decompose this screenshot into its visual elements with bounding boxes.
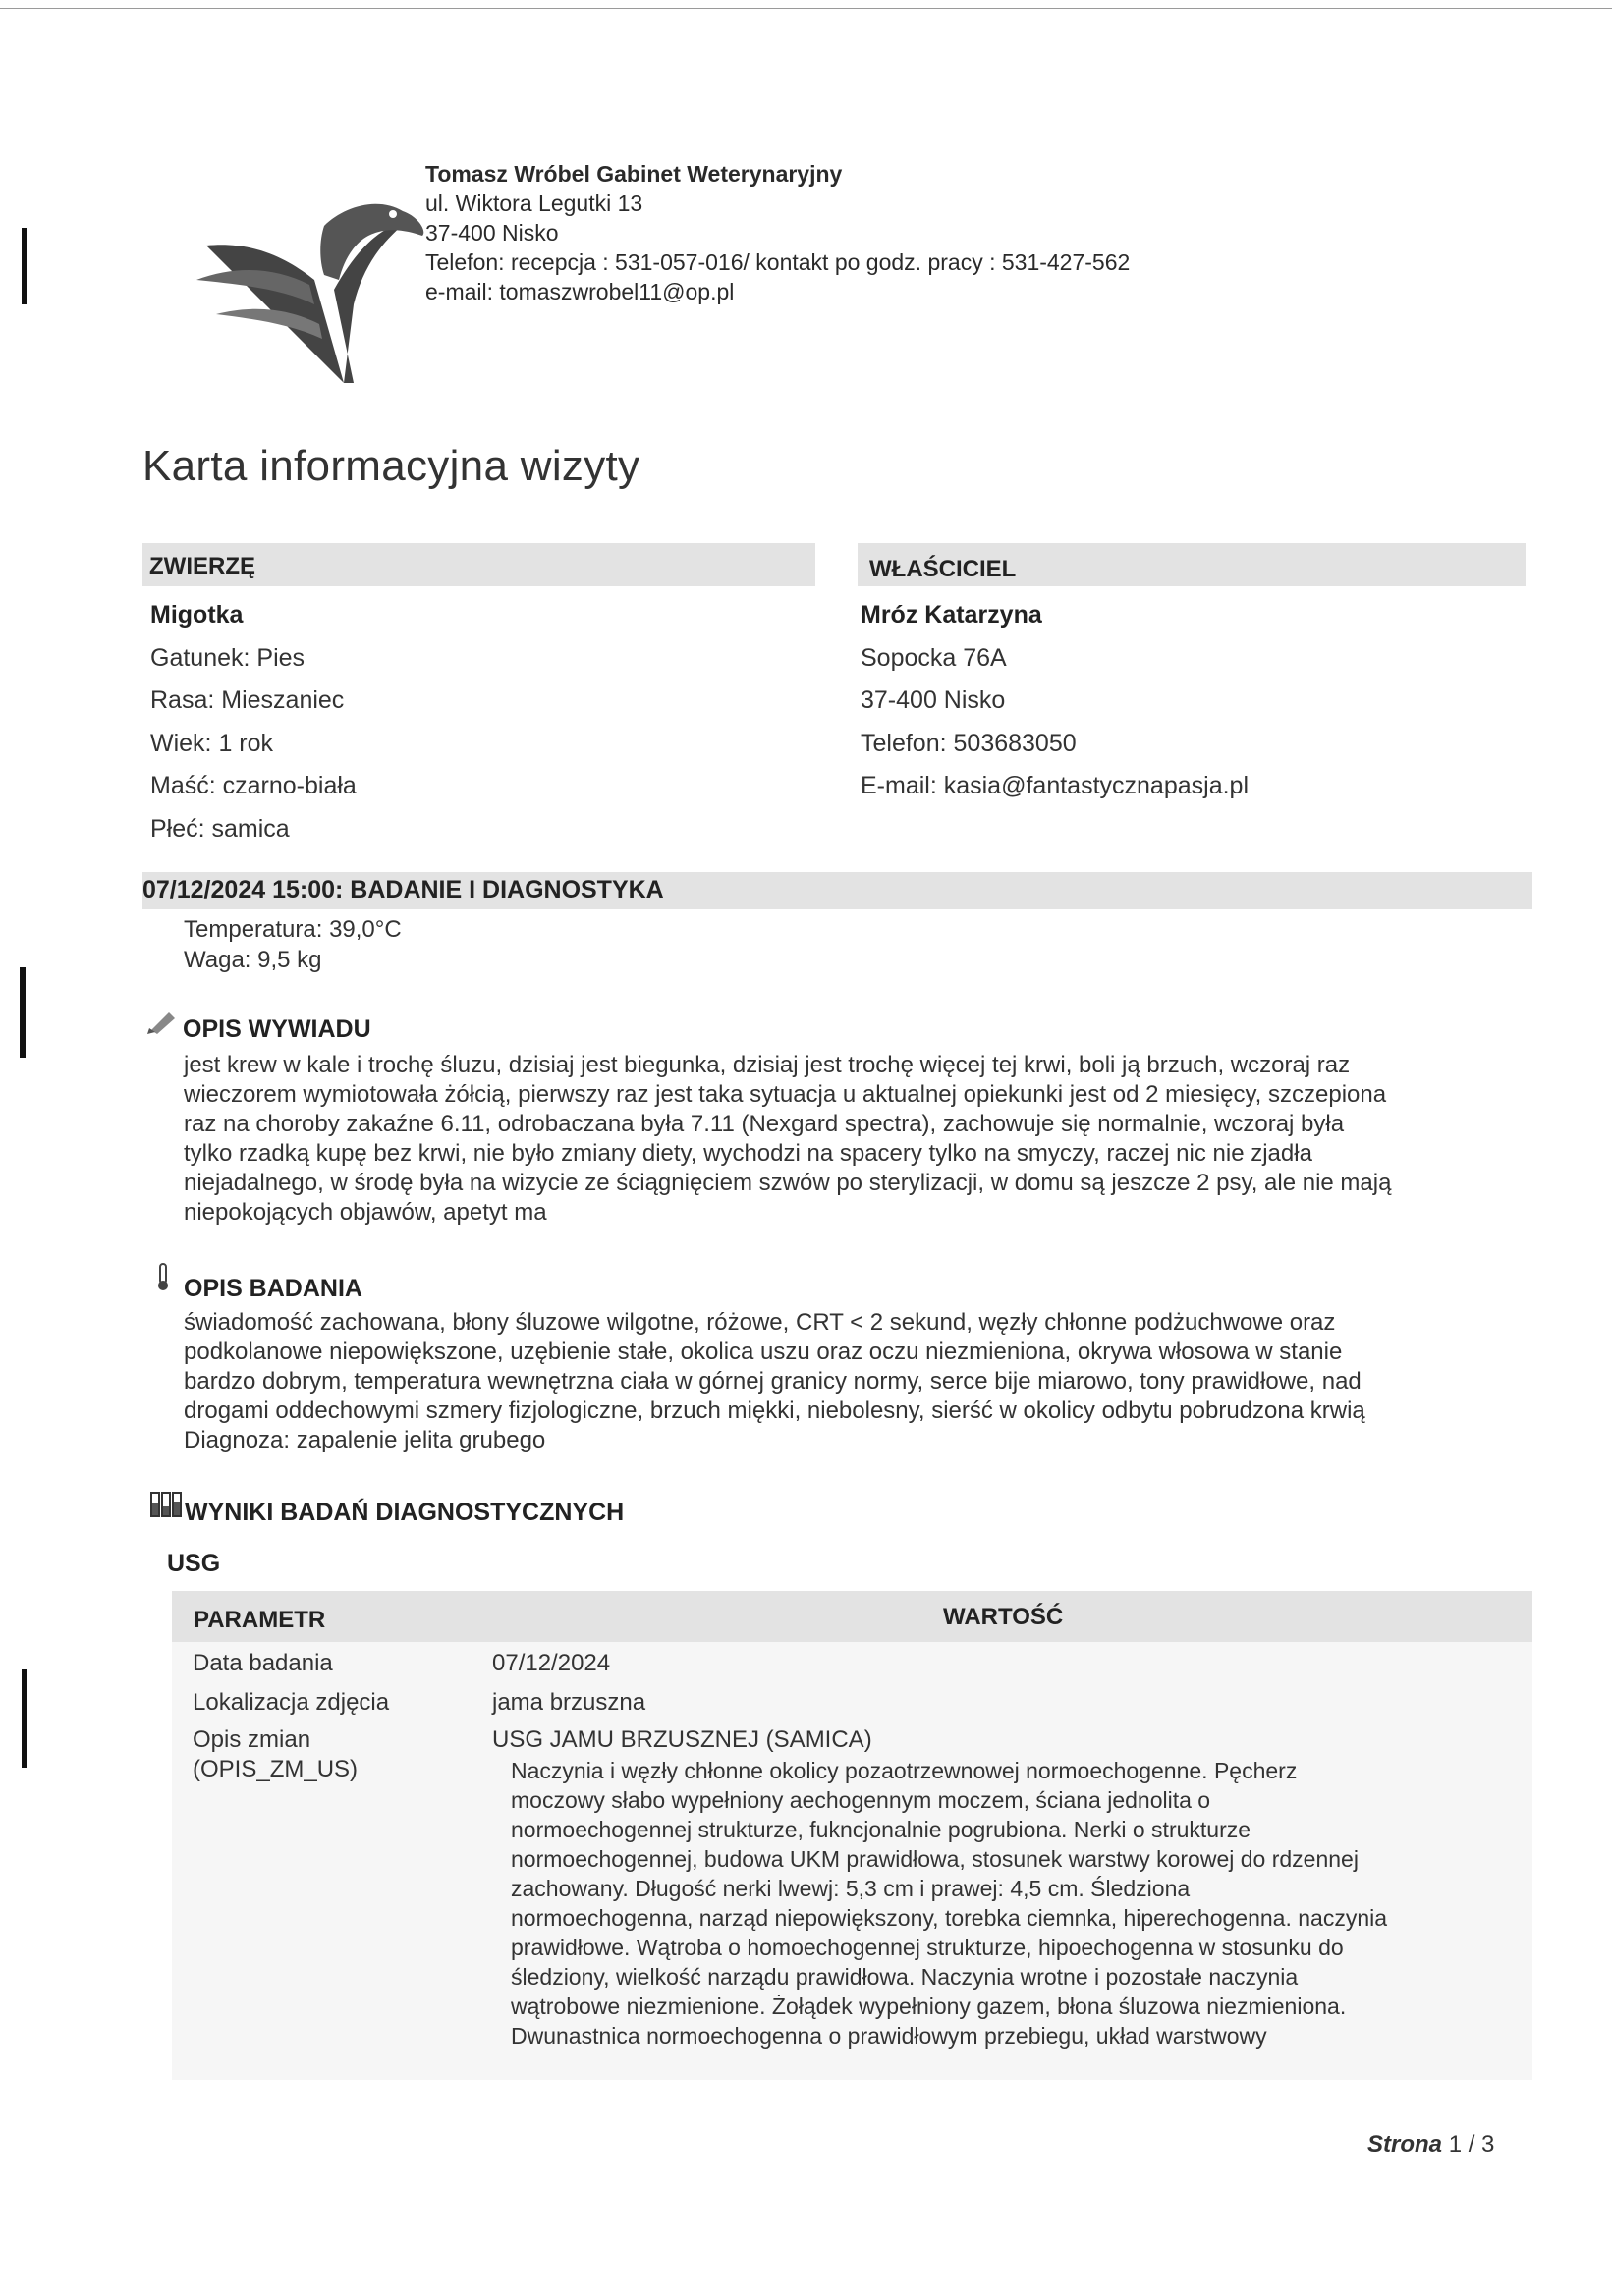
history-header: OPIS WYWIADU bbox=[183, 1015, 371, 1043]
clinic-city: 37-400 Nisko bbox=[425, 220, 559, 246]
history-line: tylko rzadką kupę bez krwi, nie było zmiany diety, wychodzi na spacery tylko na smyczy, raczej nic nie zjadła bbox=[184, 1140, 1312, 1167]
history-line: niejadalnego, w środę była na wizycie ze ściągnięciem szwów po sterylizacji, w domu są jeszcze 2 psy, ale nie mają bbox=[184, 1170, 1392, 1196]
table-row-value: 07/12/2024 bbox=[492, 1650, 611, 1676]
weight: Waga: 9,5 kg bbox=[184, 947, 322, 973]
usg-line: moczowy słabo wypełniony aechogennym moczem, ściana jednolita o bbox=[511, 1787, 1211, 1813]
clinic-street: ul. Wiktora Legutki 13 bbox=[425, 191, 643, 216]
page-label: Strona bbox=[1367, 2131, 1443, 2158]
col-value: WARTOŚĆ bbox=[943, 1604, 1064, 1630]
usg-line: normoechogenna, narząd niepowiększony, torebka ciemnka, hiperechogenna. naczynia bbox=[511, 1905, 1388, 1931]
clinic-header bbox=[425, 159, 1130, 306]
results-header: WYNIKI BADAŃ DIAGNOSTYCZNYCH bbox=[185, 1499, 625, 1526]
history-line: wieczorem wymiotowała żółcią, pierwszy raz jest taka sytuacja u aktualnej opiekunki jest od 2 miesięcy, szczepiona bbox=[184, 1081, 1387, 1108]
thermometer-icon bbox=[153, 1262, 173, 1291]
animal-sex: Płeć: samica bbox=[150, 814, 290, 843]
clinic-email: e-mail: tomaszwrobel11@op.pl bbox=[425, 279, 735, 304]
usg-line: Naczynia i węzły chłonne okolicy pozaotrzewnowej normoechogenne. Pęcherz bbox=[511, 1758, 1298, 1783]
table-row-value: USG JAMU BRZUSZNEJ (SAMICA) bbox=[492, 1726, 872, 1753]
usg-description bbox=[511, 1756, 1532, 2050]
scan-artifact bbox=[22, 228, 27, 304]
usg-line: normoechogennej strukturze, fukncjonalnie pogrubiona. Nerki o strukturze bbox=[511, 1817, 1251, 1842]
owner-city: 37-400 Nisko bbox=[861, 686, 1006, 714]
table-row-param: Data badania bbox=[193, 1650, 333, 1676]
exam-line: podkolanowe niepowiększone, uzębienie stałe, okolica uszu oraz oczu niezmieniona, okrywa włosowa w stanie bbox=[184, 1339, 1343, 1365]
table-row-value: jama brzuszna bbox=[492, 1689, 646, 1716]
clinic-name: Tomasz Wróbel Gabinet Weterynaryjny bbox=[425, 161, 843, 187]
table-row-param: Lokalizacja zdjęcia bbox=[193, 1689, 390, 1716]
history-line: jest krew w kale i trochę śluzu, dzisiaj jest biegunka, dzisiaj jest trochę więcej tej krwi, boli ją brzuch, wczoraj raz bbox=[184, 1052, 1351, 1078]
test-tubes-icon bbox=[149, 1490, 183, 1519]
temperature: Temperatura: 39,0°C bbox=[184, 916, 402, 943]
results-table-header-bar bbox=[172, 1591, 1532, 1642]
visit-title: 07/12/2024 15:00: BADANIE I DIAGNOSTYKA bbox=[142, 876, 664, 903]
owner-header: WŁAŚCICIEL bbox=[869, 556, 1017, 582]
animal-species: Gatunek: Pies bbox=[150, 643, 306, 672]
scan-artifact bbox=[20, 967, 26, 1058]
exam-line: drogami oddechowymi szmery fizjologiczne, brzuch miękki, niebolesny, sierść w okolicy odbytu pobrudzona krwią bbox=[184, 1397, 1365, 1424]
document-title: Karta informacyjna wizyty bbox=[142, 442, 640, 490]
owner-street: Sopocka 76A bbox=[861, 643, 1007, 672]
history-line: niepokojących objawów, apetyt ma bbox=[184, 1199, 547, 1226]
owner-name: Mróz Katarzyna bbox=[861, 601, 1042, 629]
usg-line: prawidłowe. Wątroba o homoechogennej strukturze, hipoechogenna w stosunku do bbox=[511, 1935, 1344, 1960]
usg-line: śledziony, wielkość narządu prawidłowa. Naczynia wrotne i pozostałe naczynia bbox=[511, 1964, 1299, 1990]
usg-line: wątrobowe niezmienione. Żołądek wypełniony gazem, błona śluzowa niezmieniona. bbox=[511, 1994, 1347, 2019]
table-row-param-code: (OPIS_ZM_US) bbox=[193, 1756, 359, 1782]
exam-line: świadomość zachowana, błony śluzowe wilgotne, różowe, CRT < 2 sekund, węzły chłonne podżuchwowe oraz bbox=[184, 1309, 1336, 1336]
owner-details bbox=[861, 594, 1249, 808]
animal-color: Maść: czarno-biała bbox=[150, 772, 357, 799]
exam-text bbox=[184, 1308, 1539, 1455]
scan-top-line bbox=[0, 8, 1612, 9]
clinic-phone: Telefon: recepcja : 531-057-016/ kontakt po godz. pracy : 531-427-562 bbox=[425, 249, 1131, 275]
animal-name: Migotka bbox=[150, 601, 244, 629]
animal-age: Wiek: 1 rok bbox=[150, 729, 274, 757]
history-line: raz na choroby zakaźne 6.11, odrobaczana była 7.11 (Nexgard spectra), zachowuje się normalnie, wczoraj była bbox=[184, 1111, 1345, 1137]
owner-phone: Telefon: 503683050 bbox=[861, 729, 1077, 757]
animal-header: ZWIERZĘ bbox=[149, 553, 255, 579]
page-indicator bbox=[1367, 2131, 1494, 2159]
scan-artifact bbox=[22, 1669, 27, 1768]
exam-line: Diagnoza: zapalenie jelita grubego bbox=[184, 1427, 546, 1453]
clinic-logo-icon bbox=[196, 187, 432, 393]
results-subheader: USG bbox=[167, 1550, 221, 1577]
vitals bbox=[184, 914, 402, 975]
owner-email: E-mail: kasia@fantastycznapasja.pl bbox=[861, 772, 1249, 799]
exam-line: bardzo dobrym, temperatura wewnętrzna ciała w górnej granicy normy, serce bije miarowo, tony prawidłowe, nad bbox=[184, 1368, 1362, 1394]
page-number: 1 / 3 bbox=[1448, 2131, 1495, 2158]
history-text bbox=[184, 1051, 1539, 1228]
col-param: PARAMETR bbox=[194, 1607, 326, 1633]
usg-line: normoechogennej, budowa UKM prawidłowa, stosunek warstwy korowej do rdzennej bbox=[511, 1846, 1359, 1872]
exam-header: OPIS BADANIA bbox=[184, 1275, 362, 1302]
usg-line: Dwunastnica normoechogenna o prawidłowym przebiegu, układ warstwowy bbox=[511, 2023, 1267, 2049]
animal-details bbox=[150, 594, 357, 850]
table-row-param: Opis zmian bbox=[193, 1726, 311, 1753]
pen-icon bbox=[147, 1007, 181, 1034]
animal-breed: Rasa: Mieszaniec bbox=[150, 686, 345, 714]
usg-line: zachowany. Długość nerki lwewj: 5,3 cm i prawej: 4,5 cm. Śledziona bbox=[511, 1876, 1191, 1901]
